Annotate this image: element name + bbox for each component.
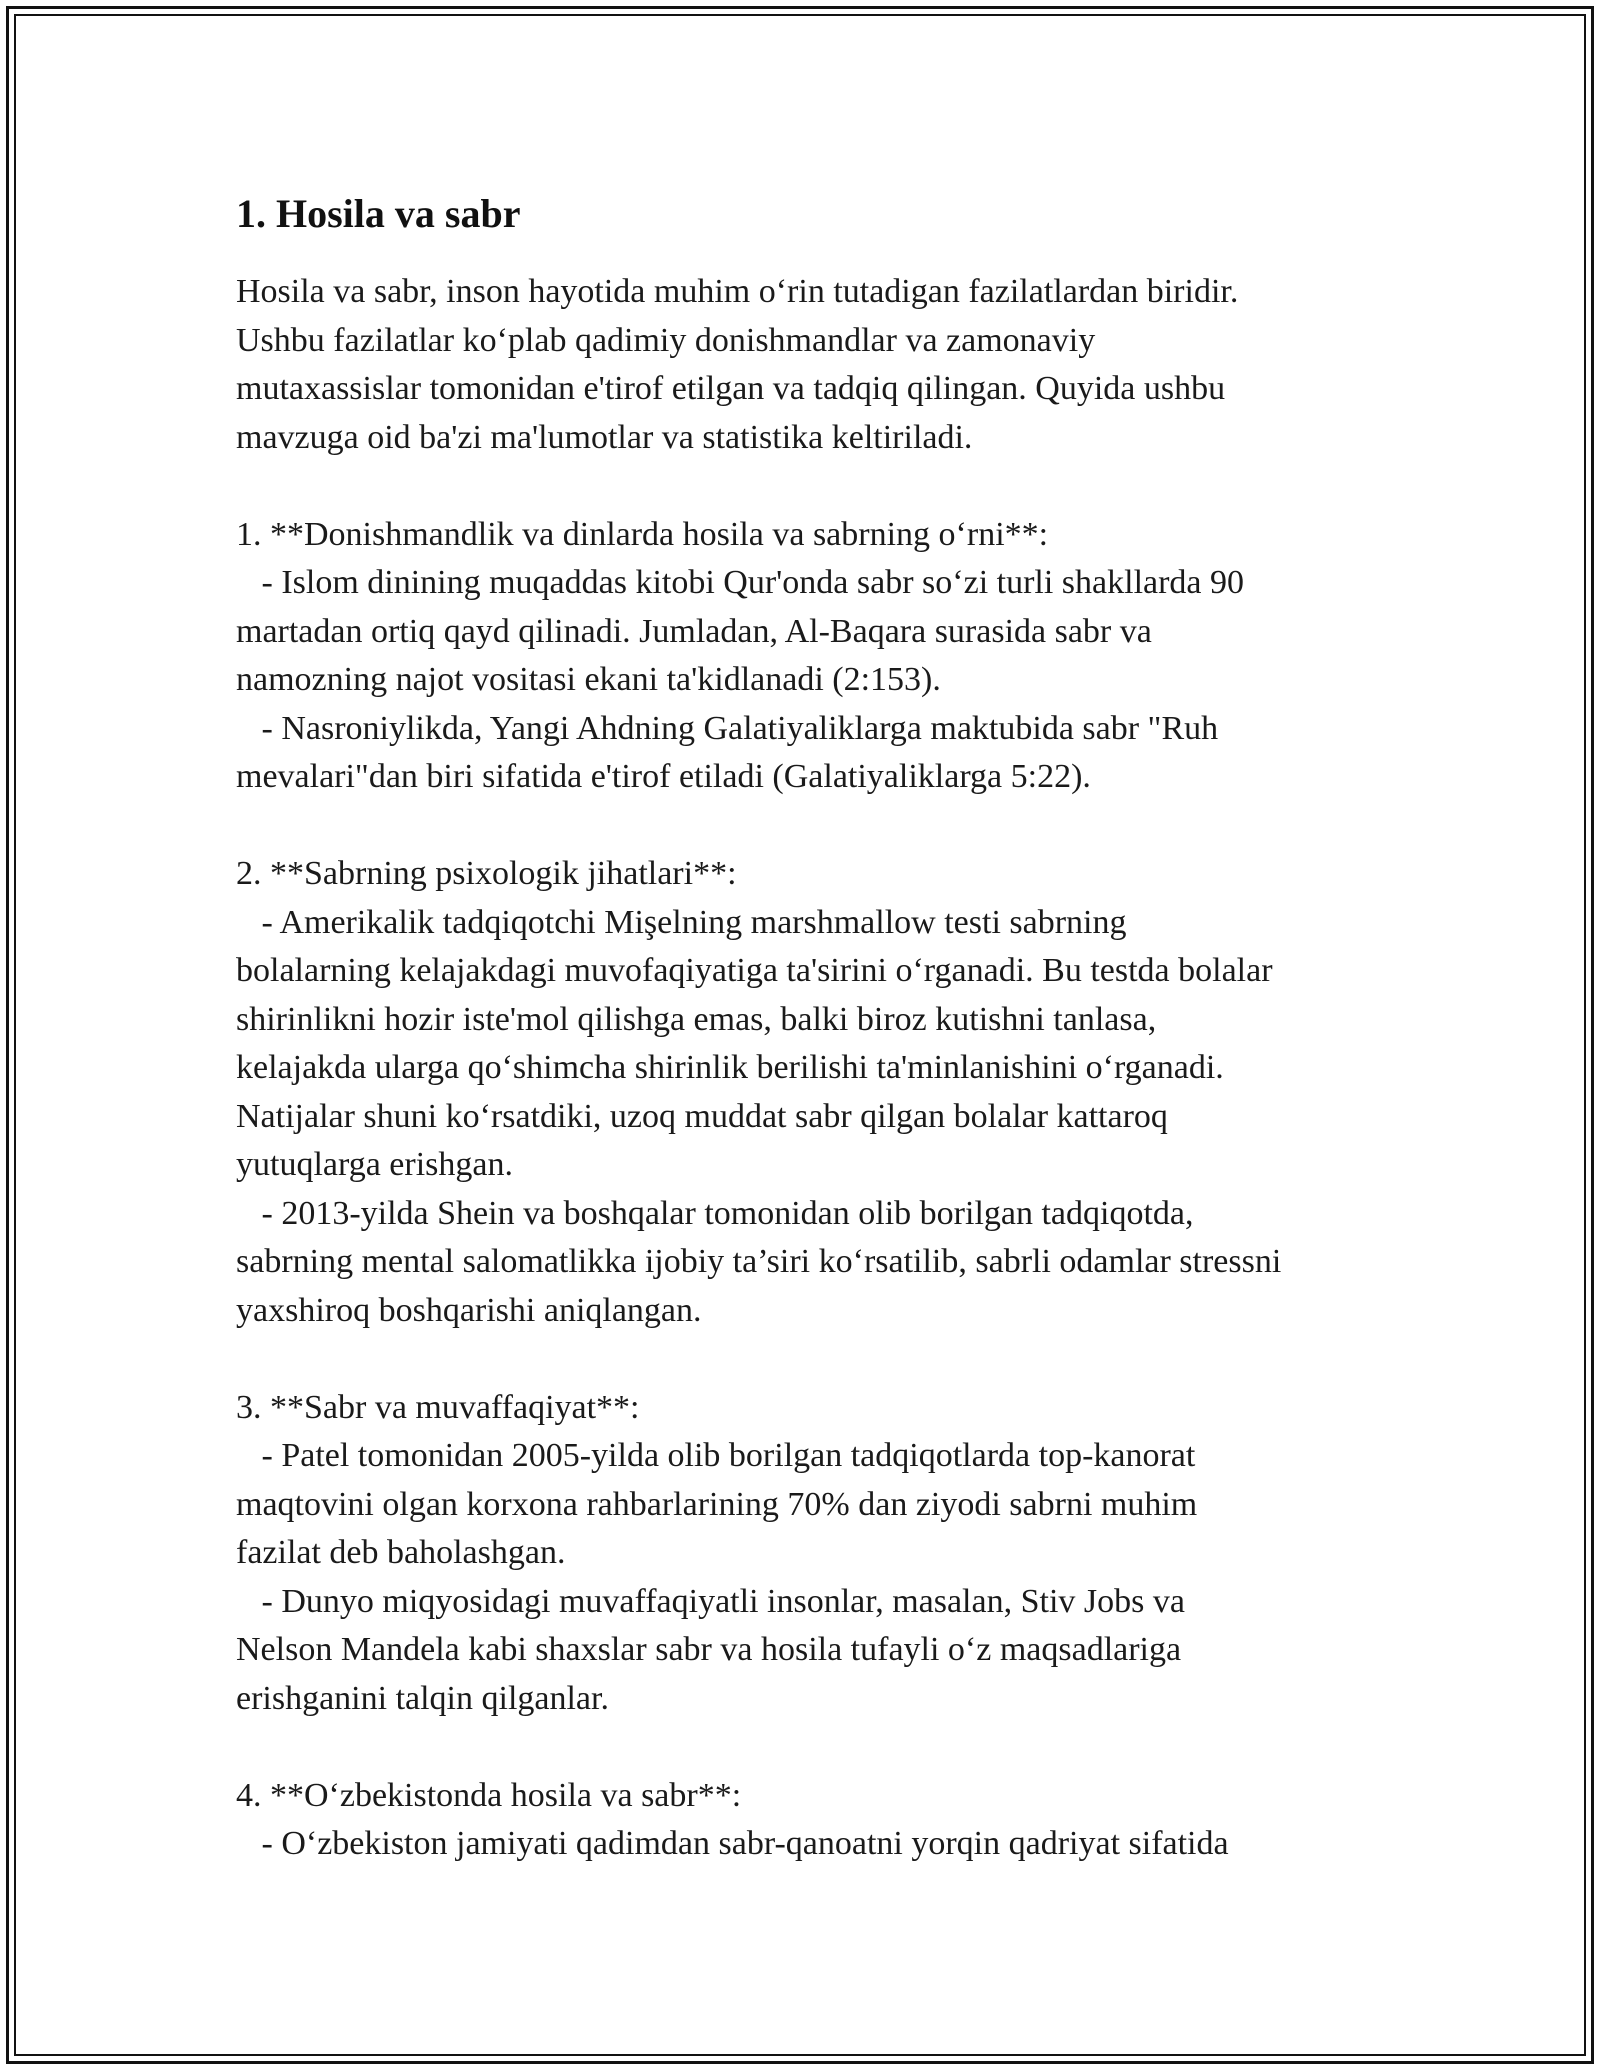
document-page xyxy=(236,186,1386,1869)
document-title: 1. Hosila va sabr xyxy=(236,191,521,236)
document-body: Hosila va sabr, inson hayotida muhim o‘rin tutadigan fazilatlardan biridir. Ushbu fazilatlar ko‘plab qadimiy donishmandlar va zamonaviy mutaxassislar tomonidan e'tirof etilgan va tadqiq qilingan. Quyida ushbu mavzuga oid ba'zi ma'lumotlar va statistika keltiriladi. 1. **Donishmandlik va dinlarda hosila va sabrning o‘rni**: - Islom dinining muqaddas kitobi Qur'onda sabr so‘zi turli shakllarda 90 martadan ortiq qayd qilinadi. Jumladan, Al-Baqara surasida sabr va namozning najot vositasi ekani ta'kidlanadi (2:153). - Nasroniylikda, Yangi Ahdning Galatiyaliklarga maktubida sabr "Ruh mevalari"dan biri sifatida e'tirof etiladi (Galatiyaliklarga 5:22). 2. **Sabrning psixologik jihatlari**: - Amerikalik tadqiqotchi Mişelning marshmallow testi sabrning bolalarning kelajakdagi muvofaqiyatiga ta'sirini o‘rganadi. Bu testda bolalar shirinlikni hozir iste'mol qilishga emas, balki biroz kutishni tanlasa, kelajakda ularga qo‘shimcha shirinlik berilishi ta'minlanishini o‘rganadi. Natijalar shuni ko‘rsatdiki, uzoq muddat sabr qilgan bolalar kattaroq yutuqlarga erishgan. - 2013-yilda Shein va boshqalar tomonidan olib borilgan tadqiqotda, sabrning mental salomatlikka ijobiy ta’siri ko‘rsatilib, sabrli odamlar stressni yaxshiroq boshqarishi aniqlangan. 3. **Sabr va muvaffaqiyat**: - Patel tomonidan 2005-yilda olib borilgan tadqiqotlarda top-kanorat maqtovini olgan korxona rahbarlarining 70% dan ziyodi sabrni muhim fazilat deb baholashgan. - Dunyo miqyosidagi muvaffaqiyatli insonlar, masalan, Stiv Jobs va Nelson Mandela kabi shaxslar sabr va hosila tufayli o‘z maqsadlariga erishganini talqin qilganlar. 4. **O‘zbekistonda hosila va sabr**: - O‘zbekiston jamiyati qadimdan sabr-qanoatni yorqin qadriyat sifatida xyxy=(236,273,1282,1862)
